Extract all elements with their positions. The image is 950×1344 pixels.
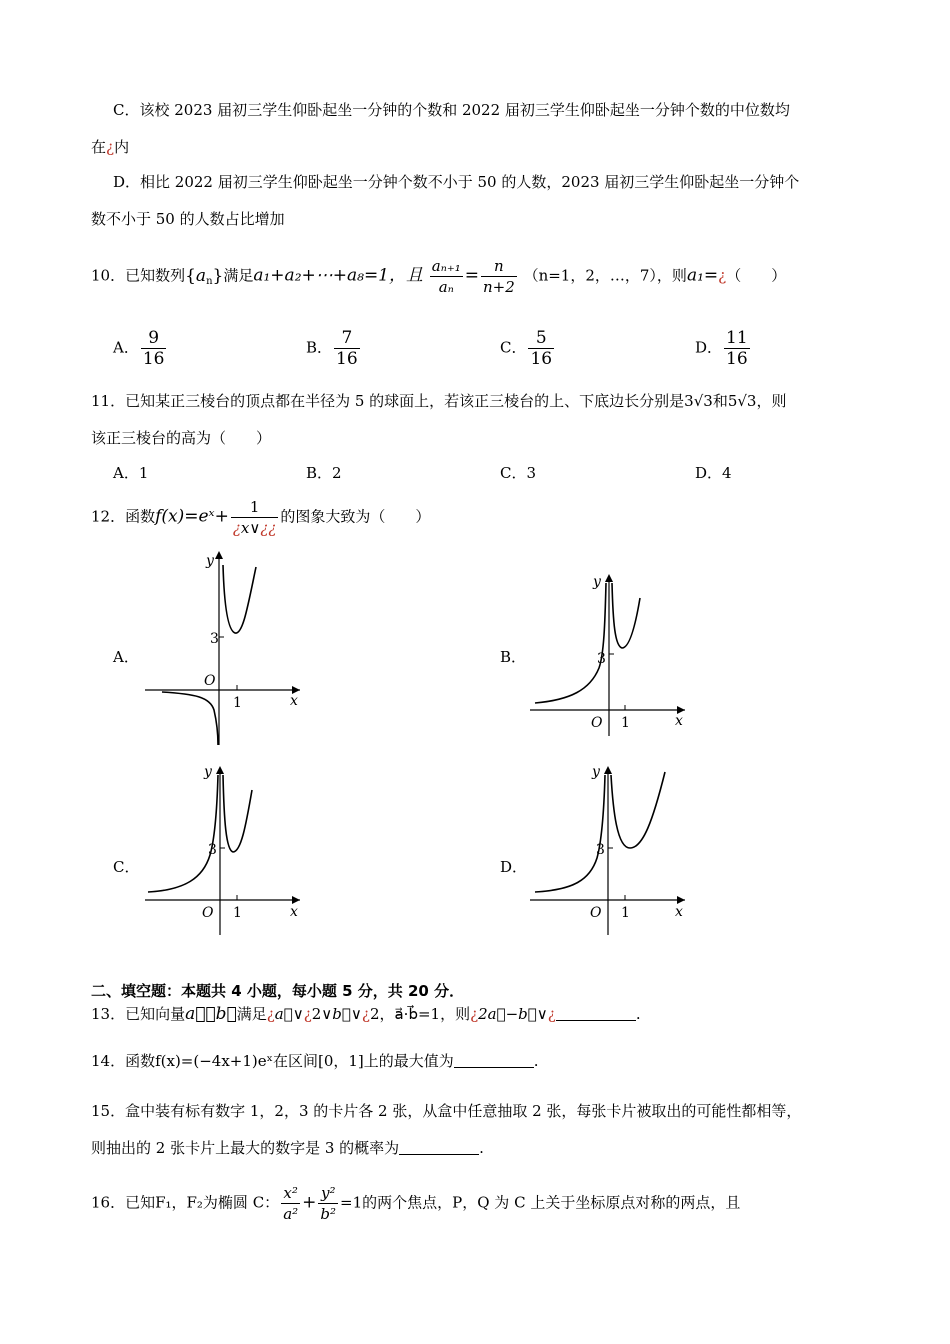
axis-y-label: y <box>206 553 214 569</box>
q10-ratio-den: aₙ <box>438 278 454 296</box>
curve-left <box>162 692 218 745</box>
y-axis-arrow-icon <box>215 551 223 559</box>
q10-option-b[interactable] <box>306 328 362 369</box>
curve-right <box>223 775 252 852</box>
q10-ratio-num: aₙ₊₁ <box>431 257 461 275</box>
q10-garble: ¿ <box>718 266 727 285</box>
q12-den-text: x∨ <box>240 519 261 537</box>
q13-prefix: 13．已知向量 <box>91 1005 186 1023</box>
q12-option-b-label[interactable]: B． <box>500 648 527 666</box>
q11-option-a[interactable]: A．1 <box>113 464 149 482</box>
q14-answer-blank[interactable] <box>454 1053 534 1068</box>
q13-vectors: a⃗，b⃗ <box>185 1004 237 1024</box>
q10-option-c-frac <box>528 328 554 369</box>
origin-label: O <box>590 905 602 921</box>
q11-option-d[interactable]: D．4 <box>695 464 732 482</box>
q10-option-b-num: 7 <box>334 328 360 349</box>
q12-den-garble-b: ¿¿ <box>260 519 277 537</box>
q9-option-c-line2 <box>91 136 129 157</box>
q16-plus: + <box>302 1192 317 1213</box>
q11-line2: 该正三棱台的高为（ ） <box>91 429 272 447</box>
q16-frac1-num: x² <box>281 1183 300 1204</box>
tick-x-label: 1 <box>621 715 630 731</box>
q12-option-d-label[interactable]: D． <box>500 858 528 876</box>
axis-x-label: x <box>675 904 683 920</box>
tick-y-label: 3 <box>208 842 217 858</box>
q13-t4: 2，a⃗·b⃗=1，则 <box>369 1005 471 1023</box>
q12-graph-a[interactable] <box>140 545 310 750</box>
curve-left <box>148 775 218 892</box>
q12-func: f(x)=eˣ+ <box>155 506 229 527</box>
q12-graph-c[interactable] <box>140 760 310 940</box>
q9-option-d-line1: D．相比 2022 届初三学生仰卧起坐一分钟个数不小于 50 的人数，2023 届初三学生仰卧起坐一分钟个 <box>113 173 800 191</box>
tick-x-label: 1 <box>233 695 242 711</box>
tick-y-label: 3 <box>597 651 606 667</box>
q15-line1: 15．盒中装有标有数字 1，2，3 的卡片各 2 张，从盒中任意抽取 2 张，每张卡片被取出的可能性都相等， <box>91 1102 802 1120</box>
q10-option-b-den: 16 <box>336 349 358 369</box>
q14-stem <box>91 1050 539 1071</box>
q9-option-c-text-a: 在 <box>91 138 107 156</box>
q10-option-a-frac <box>141 328 167 369</box>
q13-answer-blank[interactable] <box>556 1006 636 1021</box>
q13-garble-2: ¿ <box>303 1005 312 1023</box>
q16-frac2-num: y² <box>318 1183 338 1204</box>
q10-option-a-den: 16 <box>142 349 165 369</box>
q13-garble-5: ¿ <box>547 1005 556 1023</box>
y-axis-arrow-icon <box>604 766 612 774</box>
q13-t2: 2∨ <box>311 1005 333 1023</box>
x-axis-arrow-icon <box>677 896 685 904</box>
q9-option-c-garble: ¿ <box>106 138 115 156</box>
q10-option-c[interactable] <box>500 328 556 369</box>
q10-ratio2-num: n <box>481 256 517 277</box>
tick-x-label: 1 <box>621 905 630 921</box>
curve-left <box>535 775 605 892</box>
q12-frac-num: 1 <box>231 497 279 518</box>
q10-option-a-num: 9 <box>141 328 167 349</box>
q10-option-d-num: 11 <box>726 328 748 348</box>
q16-frac1-den: a² <box>283 1205 299 1223</box>
origin-label: O <box>591 715 603 731</box>
y-axis-arrow-icon <box>216 766 224 774</box>
q10-sum: a₁+a₂+⋯+a₈=1，且 <box>253 265 424 286</box>
q15-answer-blank[interactable] <box>399 1140 479 1155</box>
tick-y-label: 3 <box>210 631 219 647</box>
q12-option-c-label[interactable]: C． <box>113 858 140 876</box>
q14-end: . <box>533 1052 539 1070</box>
q12-suffix: 的图象大致为（ ） <box>280 507 431 526</box>
q11-option-c[interactable]: C．3 <box>500 464 537 482</box>
q10-option-b-frac <box>334 328 360 369</box>
axis-y-label: y <box>593 574 601 590</box>
q9-option-c-text-c: 内 <box>114 138 130 156</box>
section2-title: 二、填空题：本题共 4 小题，每小题 5 分，共 20 分． <box>91 982 465 1000</box>
q10-seq-brace: $\{a_n\}$ <box>185 265 224 287</box>
q10-option-b-letter: B． <box>306 338 333 357</box>
q10-ratio <box>430 256 463 297</box>
axis-y-label: y <box>204 764 212 780</box>
q10-option-c-den: 16 <box>530 349 553 369</box>
q10-option-c-letter: C． <box>500 338 527 357</box>
q13-mid: 满足 <box>236 1005 267 1023</box>
q13-t3: b⃗∨ <box>332 1005 362 1023</box>
curve-right <box>611 772 665 848</box>
curve-right <box>612 583 640 648</box>
q10-mid: 满足 <box>223 266 254 285</box>
q16-suffix: =1的两个焦点，P，Q 为 C 上关于坐标原点对称的两点，且 <box>340 1193 741 1212</box>
q13-t1: a⃗∨ <box>274 1005 304 1023</box>
origin-label: O <box>202 905 214 921</box>
q10-ask: a₁= <box>686 265 719 286</box>
q10-option-a[interactable] <box>113 328 168 369</box>
q15-line2 <box>91 1137 484 1158</box>
q12-graph-b[interactable] <box>525 568 695 738</box>
q16-frac2-den: b² <box>320 1205 337 1223</box>
q10-option-c-num: 5 <box>528 328 554 349</box>
q13-garble-1: ¿ <box>266 1005 275 1023</box>
tick-y-label: 3 <box>596 842 605 858</box>
q12-frac <box>231 497 279 538</box>
q12-stem <box>91 497 430 538</box>
q9-option-c-line1: C．该校 2023 届初三学生仰卧起坐一分钟的个数和 2022 届初三学生仰卧起坐一分钟个数的中位数均 <box>113 101 790 119</box>
q12-option-a-label[interactable]: A． <box>113 648 139 666</box>
q12-frac-den <box>231 518 279 538</box>
q13-garble-3: ¿ <box>361 1005 370 1023</box>
q10-ratio2-den: n+2 <box>483 278 515 296</box>
tick-x-label: 1 <box>233 905 242 921</box>
q10-option-a-letter: A． <box>113 338 139 357</box>
q12-prefix: 12．函数 <box>91 507 156 526</box>
q12-graph-d[interactable] <box>525 760 695 940</box>
q9-option-d-line2: 数不小于 50 的人数占比增加 <box>91 210 285 228</box>
axis-x-label: x <box>675 713 683 729</box>
q10-equals: = <box>464 265 479 286</box>
q10-prefix: 10．已知数列 <box>91 266 186 285</box>
axis-y-label: y <box>592 764 600 780</box>
origin-label: O <box>204 673 216 689</box>
q10-option-d-frac <box>724 328 750 369</box>
q11-option-b[interactable]: B．2 <box>306 464 342 482</box>
q10-stem <box>91 256 786 297</box>
q15-line2-text: 则抽出的 2 张卡片上最大的数字是 3 的概率为 <box>91 1139 400 1157</box>
q13-stem <box>91 1003 641 1024</box>
curve-right <box>223 565 256 633</box>
q10-option-d[interactable] <box>695 328 752 369</box>
q10-option-d-den: 16 <box>726 349 748 369</box>
q10-option-d-letter: D． <box>695 338 723 357</box>
axis-x-label: x <box>290 693 298 709</box>
q10-paren: （ ） <box>726 266 787 285</box>
q16-prefix: 16．已知F₁，F₂为椭圆 C： <box>91 1193 280 1212</box>
x-axis-arrow-icon <box>292 896 300 904</box>
q14-text: 14．函数f(x)=(−4x+1)eˣ在区间[0，1]上的最大值为 <box>91 1052 454 1070</box>
y-axis-arrow-icon <box>605 574 613 582</box>
q13-end: . <box>635 1005 641 1023</box>
q13-t5: 2a⃗−b⃗∨ <box>478 1005 548 1023</box>
q16-stem <box>91 1183 740 1224</box>
q16-frac1 <box>281 1183 300 1224</box>
curve-left <box>535 583 606 703</box>
q10-ratio2 <box>481 256 517 297</box>
q10-cond: （n=1，2，…，7），则 <box>523 266 687 285</box>
axis-x-label: x <box>290 904 298 920</box>
q16-frac2 <box>318 1183 338 1224</box>
q13-garble-4: ¿ <box>470 1005 479 1023</box>
q12-den-garble-a: ¿ <box>232 519 241 537</box>
q11-line1: 11．已知某正三棱台的顶点都在半径为 5 的球面上，若该正三棱台的上、下底边长分别是3√3和5√3，则 <box>91 392 787 410</box>
q15-end: . <box>479 1139 484 1157</box>
